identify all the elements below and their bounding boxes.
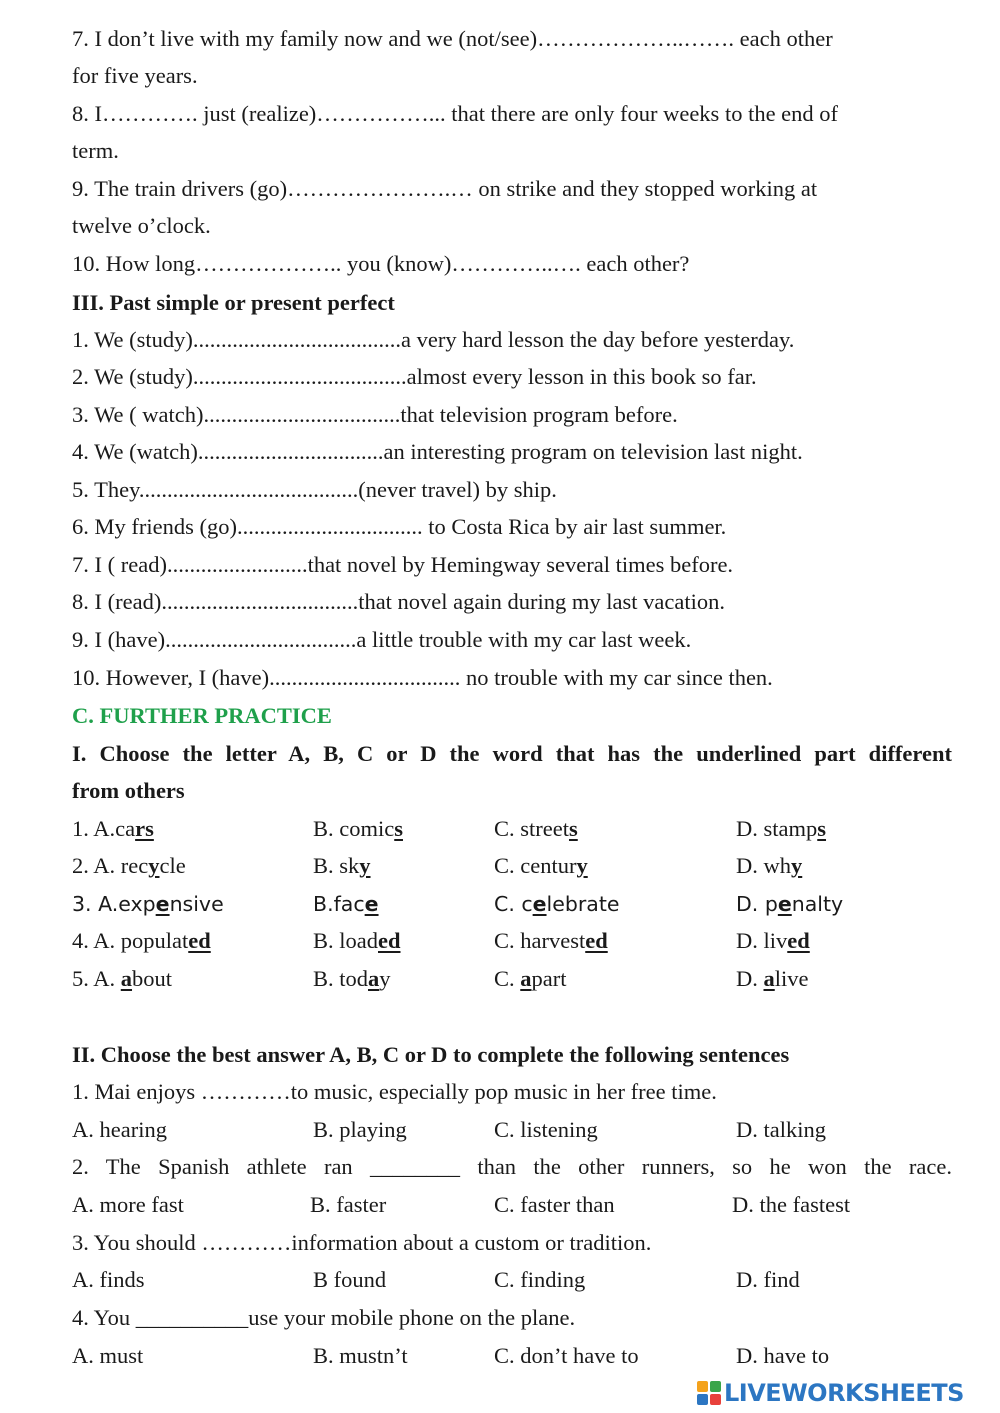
option: D. why [736,853,803,878]
answer-option: D. the fastest [732,1192,851,1217]
answer-option: C. faster than [494,1192,615,1217]
part1-heading-cont: from others [72,778,185,803]
answer-option: B. playing [313,1117,407,1142]
answer-option: B. faster [310,1192,387,1217]
option: C. harvested [494,928,608,953]
exercise-item: 2. We (study)......................................almost every lesson in this book so far. [72,364,757,389]
option: B. sky [313,853,371,878]
further-practice-heading: C. FURTHER PRACTICE [72,703,332,728]
answer-options [72,1190,972,1220]
exercise-item: 6. My friends (go)................................. to Costa Rica by air last summer. [72,514,727,539]
option: B. today [313,966,391,991]
exercise-line: twelve o’clock. [72,213,211,238]
option: D. stamps [736,816,827,841]
option: B. loaded [313,928,401,953]
question-text: 4. You __________use your mobile phone on the plane. [72,1305,576,1330]
exercise-item: 8. I (read)...................................that novel again during my last vacation. [72,589,725,614]
option: C. streets [494,816,578,841]
answer-option: D. talking [736,1117,826,1142]
option: B. comics [313,816,403,841]
answer-option: B. mustn’t [313,1343,408,1368]
option: 4. A. populated [72,928,211,953]
question-text: 3. You should …………information about a custom or tradition. [72,1230,652,1255]
option: D. alive [736,966,809,991]
answer-option: C. listening [494,1117,598,1142]
answer-options [72,1265,972,1295]
answer-option: A. finds [72,1267,145,1292]
exercise-item: 10. However, I (have).................................. no trouble with my car since then. [72,665,773,690]
exercise-line: for five years. [72,63,198,88]
answer-option: C. finding [494,1267,586,1292]
exercise-line: term. [72,138,119,163]
exercise-item: 3. We ( watch)...................................that television program before. [72,402,678,427]
answer-option: D. have to [736,1343,830,1368]
part2-heading: II. Choose the best answer A, B, C or D to complete the following sentences [72,1042,790,1067]
exercise-line: 9. The train drivers (go)………………….… on strike and they stopped working at [72,176,818,201]
option: D. lived [736,928,810,953]
logo-text: LIVEWORKSHEETS [724,1379,964,1407]
answer-option: C. don’t have to [494,1343,639,1368]
liveworksheets-logo[interactable] [697,1378,964,1408]
option: B.face [313,892,379,916]
pronunciation-row [72,889,972,919]
exercise-item: 1. We (study).....................................a very hard lesson the day before yesterday. [72,327,795,352]
pronunciation-row [72,814,972,844]
exercise-line: 7. I don’t live with my family now and we (not/see)………………..……. each other [72,26,833,51]
exercise-item: 7. I ( read).........................that novel by Hemingway several times before. [72,552,734,577]
logo-grid-icon [697,1381,721,1405]
option: D. penalty [736,892,844,916]
part1-heading: I. Choose the letter A, B, C or D the word that has the underlined part different [72,741,952,766]
option: 1. A.cars [72,816,154,841]
option: 2. A. recycle [72,853,186,878]
exercise-item: 4. We (watch).................................an interesting program on television last night. [72,439,803,464]
pronunciation-row [72,851,972,881]
option: C. apart [494,966,567,991]
answer-option: B found [313,1267,387,1292]
answer-option: D. find [736,1267,800,1292]
question-text: 2. The Spanish athlete ran ________ than the other runners, so he won the race. [72,1154,952,1179]
option: 5. A. about [72,966,173,991]
answer-option: A. hearing [72,1117,167,1142]
exercise-line: 8. I…………. just (realize)……………... that there are only four weeks to the end of [72,101,839,126]
question-text: 1. Mai enjoys …………to music, especially pop music in her free time. [72,1079,717,1104]
section-heading: III. Past simple or present perfect [72,290,395,315]
exercise-item: 5. They.......................................(never travel) by ship. [72,477,557,502]
answer-option: A. more fast [72,1192,184,1217]
exercise-line: 10. How long……………….. you (know)…………..…. each other? [72,251,690,276]
option: 3. A.expensive [72,892,224,916]
option: C. celebrate [494,892,620,916]
option: C. century [494,853,588,878]
exercise-item: 9. I (have)..................................a little trouble with my car last week. [72,627,692,652]
pronunciation-row [72,926,972,956]
pronunciation-row [72,964,972,994]
answer-option: A. must [72,1343,144,1368]
answer-options [72,1115,972,1145]
answer-options [72,1341,972,1371]
